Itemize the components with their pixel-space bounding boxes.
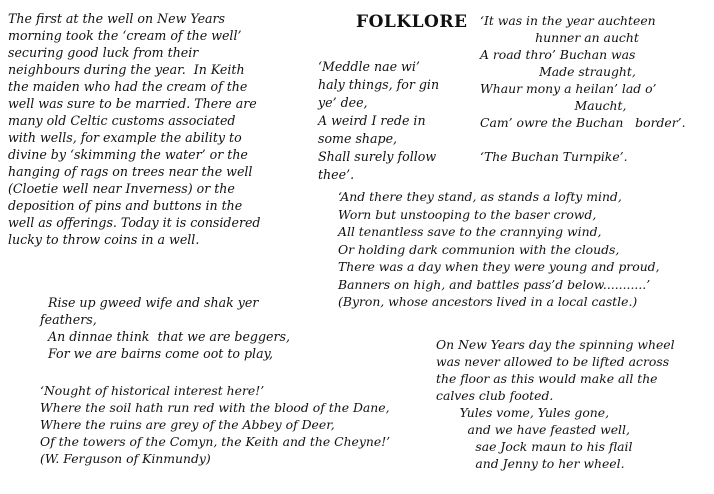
text-line: the floor as this would make all the (436, 371, 658, 386)
text-line: For we are bairns come oot to play, (40, 346, 274, 361)
text-line: ‘Nought of historical interest here!’ (40, 383, 265, 398)
spinning-wheel-paragraph (436, 336, 675, 472)
text-line: Made straught, (480, 64, 636, 79)
text-line: ‘The Buchan Turnpike’. (480, 149, 628, 164)
text-line: Worn but unstooping to the baser crowd, (338, 206, 597, 222)
text-line: Shall surely follow (318, 149, 437, 164)
text-line: sae Jock maun to his flail (436, 439, 633, 454)
text-line: Where the ruins are grey of the Abbey of Deer, (40, 417, 335, 432)
text-line: (Cloetie well near Inverness) or the (8, 181, 235, 196)
historical-verse (40, 382, 390, 467)
text-line: ye’ dee, (318, 95, 368, 110)
text-line: Or holding dark communion with the clouds, (338, 241, 620, 257)
text-line: There was a day when they were young and proud, (338, 259, 660, 274)
text-line: calves club footed. (436, 388, 554, 403)
text-line: the maiden who had the cream of the (8, 79, 248, 94)
text-line: lucky to throw coins in a well. (8, 232, 200, 247)
byron-verse (338, 188, 660, 311)
text-line: deposition of pins and buttons in the (8, 198, 243, 213)
text-line: hunner an aucht (480, 30, 639, 45)
text-line: ‘And there they stand, as stands a lofty mind, (338, 189, 622, 204)
page-title: FOLKLORE (356, 12, 468, 32)
well-paragraph (8, 10, 260, 248)
text-line: The first at the well on New Years (8, 11, 226, 26)
text-line: Maucht, (480, 98, 627, 113)
text-line (480, 131, 686, 148)
text-line: some shape, (318, 131, 398, 146)
text-line: Yules vome, Yules gone, (436, 405, 610, 420)
text-line: An dinnae think that we are beggers, (40, 329, 290, 344)
text-line: A road thro’ Buchan was (480, 47, 636, 62)
text-line: well was sure to be married. There are (8, 96, 257, 111)
text-line: Where the soil hath run red with the blood of the Dane, (40, 400, 390, 415)
text-line: many old Celtic customs associated (8, 113, 236, 128)
text-line: Banners on high, and battles pass’d below...........’ (338, 276, 651, 292)
text-line: ‘Meddle nae wi’ (318, 59, 420, 74)
text-line: Rise up gweed wife and shak yer (40, 295, 259, 310)
meddle-verse (318, 58, 439, 184)
text-line: with wells, for example the ability to (8, 130, 242, 145)
text-line: On New Years day the spinning wheel (436, 337, 675, 352)
text-line: (W. Ferguson of Kinmundy) (40, 451, 211, 466)
text-line: All tenantless save to the crannying wind, (338, 224, 602, 239)
text-line: ‘It was in the year auchteen (480, 13, 656, 28)
text-line: thee’. (318, 167, 355, 182)
text-line: divine by ‘skimming the water’ or the (8, 147, 248, 162)
text-line: hanging of rags on trees near the well (8, 164, 253, 179)
text-line: securing good luck from their (8, 45, 199, 60)
text-line: Cam’ owre the Buchan border’. (480, 115, 686, 130)
text-line: A weird I rede in (318, 113, 426, 128)
gweed-wife-verse (40, 294, 290, 362)
text-line: haly things, for gin (318, 77, 440, 92)
text-line: Of the towers of the Comyn, the Keith and the Cheyne!’ (40, 434, 391, 449)
text-line: feathers, (40, 312, 97, 327)
text-line: was never allowed to be lifted across (436, 354, 670, 369)
text-line: and we have feasted well, (436, 422, 630, 437)
text-line: and Jenny to her wheel. (436, 456, 625, 471)
text-line: well as offerings. Today it is considered (8, 215, 261, 230)
text-line: morning took the ‘cream of the well’ (8, 28, 242, 43)
text-line: neighbours during the year. In Keith (8, 62, 245, 77)
text-line: Whaur mony a heilan’ lad o’ (480, 81, 657, 96)
turnpike-verse (480, 12, 686, 165)
text-line: (Byron, whose ancestors lived in a local castle.) (338, 294, 638, 309)
